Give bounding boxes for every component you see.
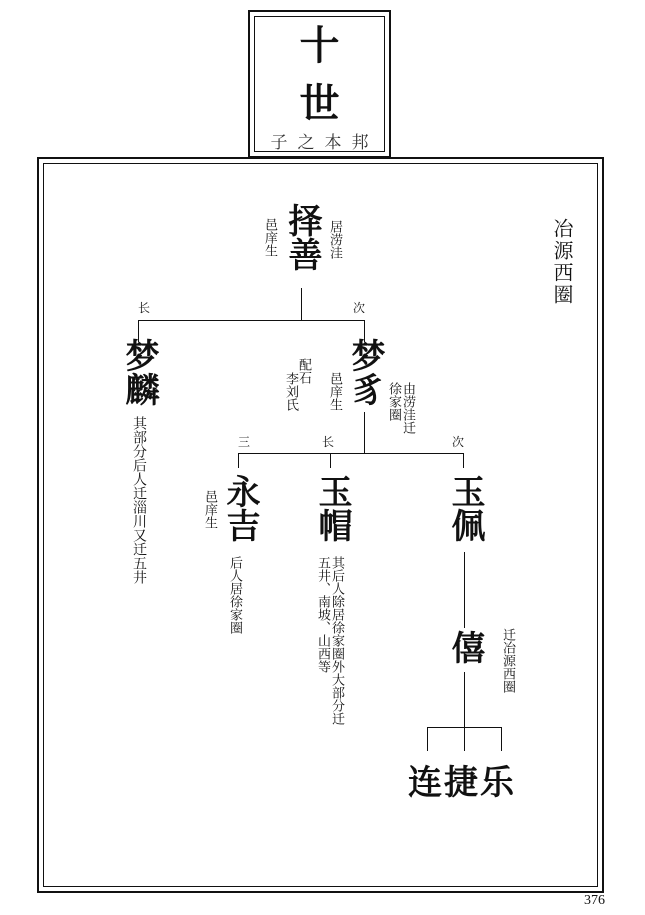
person-yupei: 玉佩: [445, 474, 485, 542]
mengshi-note-right: 由涝洼迁徐家圈: [386, 382, 415, 434]
generation-motto: 子之本邦: [270, 133, 379, 153]
person-xi: 僖: [445, 630, 485, 664]
yongji-note-upper: 邑庠生: [202, 490, 217, 529]
person-menglin: 梦麟: [119, 338, 159, 406]
generation-number-top: 十: [299, 22, 340, 69]
generation-number-bottom: 世: [299, 80, 340, 127]
rank-label-yongji: 三: [238, 435, 251, 449]
connector-le: [501, 727, 502, 751]
connector-yupei-down: [464, 552, 465, 628]
connector-sibling-bar-2: [238, 453, 464, 454]
zeshan-note-left: 邑庠生: [262, 218, 277, 257]
person-zeshan: 择善: [282, 203, 322, 271]
branch-label: 冶源西圈: [550, 218, 574, 306]
page-number: 376: [584, 893, 605, 908]
connector-jie: [464, 727, 465, 751]
connector-sibling-bar-1: [138, 320, 365, 321]
connector-zeshan-down: [301, 288, 302, 321]
connector-yumao: [330, 453, 331, 468]
person-yumao: 玉帽: [312, 474, 352, 542]
mengshi-spouse-note: 配石: [296, 358, 311, 384]
rank-label-yupei: 次: [452, 435, 465, 449]
mengshi-note-inner: 邑庠生: [327, 372, 342, 411]
menglin-note: 其部分后人迁淄川又迁五井: [131, 416, 147, 584]
zeshan-note-right: 居涝洼: [327, 220, 342, 259]
connector-mengshi-down: [364, 412, 365, 454]
xi-note: 迁冶源西圈: [500, 628, 515, 693]
mengshi-spouse-note-2: 李刘氏: [283, 372, 298, 411]
yumao-note: 其后人除居徐家圈外大部分迁五井、南坡、山西等: [315, 556, 344, 725]
person-yongji: 永吉: [220, 474, 260, 542]
connector-xi-down: [464, 672, 465, 728]
connector-lian: [427, 727, 428, 751]
yongji-note-lower: 后人居徐家圈: [227, 556, 242, 634]
rank-label-yumao: 长: [322, 435, 335, 449]
person-lian-jie-le: 连捷乐: [408, 763, 516, 803]
person-mengshi: 梦豸: [345, 338, 385, 406]
rank-label-menglin: 长: [138, 301, 151, 315]
rank-label-mengshi: 次: [353, 301, 366, 315]
connector-yupei: [463, 453, 464, 468]
connector-yongji: [238, 453, 239, 468]
